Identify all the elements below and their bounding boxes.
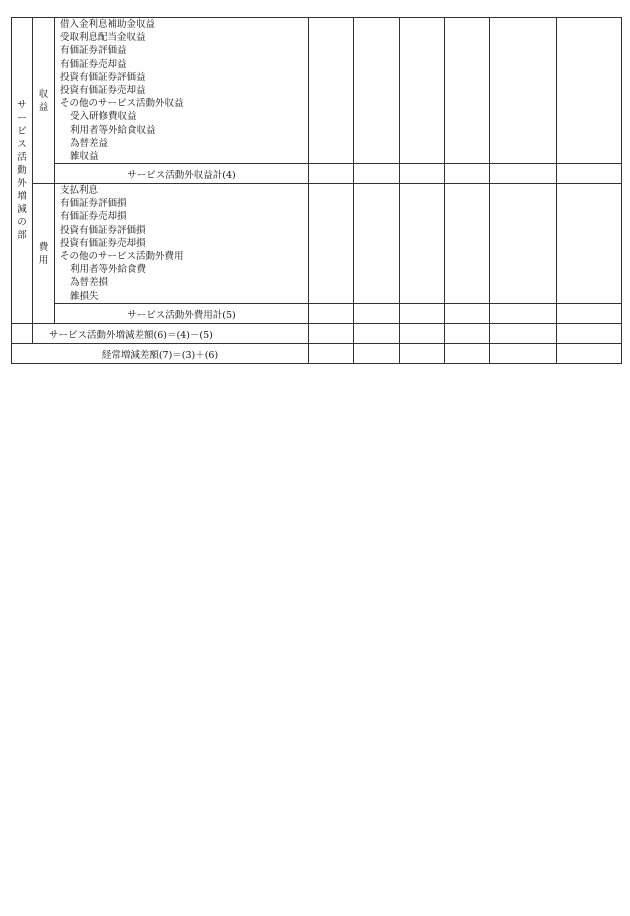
ordinary-label: 経常増減差額(7)＝(3)＋(6) xyxy=(12,344,309,364)
section-label-char: ー xyxy=(17,113,27,125)
line-item: 有価証券売却損 xyxy=(60,211,127,223)
line-item: 有価証券評価益 xyxy=(60,45,127,57)
line-item: 利用者等外給食費 xyxy=(70,264,147,276)
line-item: 為替差益 xyxy=(70,137,109,149)
line-item: 利用者等外給食収益 xyxy=(70,124,156,136)
value-cell xyxy=(445,324,490,344)
value-cell xyxy=(490,18,557,164)
value-cell xyxy=(490,304,557,324)
section-label-char: 外 xyxy=(17,178,27,190)
revenue-label-char: 益 xyxy=(38,101,49,113)
line-item: 投資有価証券評価益 xyxy=(60,71,146,83)
revenue-total-label: サービス活動外収益計(4) xyxy=(55,164,309,184)
line-item: 投資有価証券売却益 xyxy=(60,84,146,96)
expense-label xyxy=(33,184,55,324)
value-cell xyxy=(490,324,557,344)
value-cell xyxy=(309,184,354,304)
line-item: 有価証券評価損 xyxy=(60,198,127,210)
line-item: 為替差損 xyxy=(70,277,109,289)
value-cell xyxy=(445,184,490,304)
expense-label-char: 用 xyxy=(38,254,49,266)
line-item: その他のサービス活動外収益 xyxy=(60,98,184,110)
expense-items xyxy=(55,184,309,304)
income-statement-table xyxy=(11,17,622,364)
section-label-char: ス xyxy=(17,139,27,151)
difference-label-text: サービス活動外増減差額(6)＝(4)－(5) xyxy=(49,329,213,341)
section-label-char: 部 xyxy=(17,230,27,242)
value-cell xyxy=(400,304,445,324)
line-item: 借入金利息補助金収益 xyxy=(60,19,156,30)
value-cell xyxy=(445,18,490,164)
revenue-label xyxy=(33,18,55,184)
revenue-items xyxy=(55,18,309,164)
section-label-tail xyxy=(12,324,33,344)
value-cell xyxy=(400,18,445,164)
value-cell xyxy=(309,344,354,364)
value-cell xyxy=(400,164,445,184)
section-label-char: 動 xyxy=(17,165,27,177)
value-cell xyxy=(354,344,400,364)
value-cell xyxy=(445,164,490,184)
value-cell xyxy=(445,344,490,364)
line-item: 受入研修費収益 xyxy=(70,111,137,123)
section-label-char: の xyxy=(17,217,27,229)
value-cell xyxy=(400,344,445,364)
value-cell xyxy=(400,184,445,304)
line-item: 投資有価証券評価損 xyxy=(60,224,146,236)
value-cell xyxy=(309,164,354,184)
section-label-char: 減 xyxy=(17,204,27,216)
value-cell xyxy=(354,324,400,344)
value-cell xyxy=(400,324,445,344)
line-item: 支払利息 xyxy=(60,185,99,197)
section-label-char: 増 xyxy=(17,191,27,203)
value-cell xyxy=(557,324,622,344)
difference-label xyxy=(33,324,309,344)
value-cell xyxy=(445,304,490,324)
value-cell xyxy=(557,304,622,324)
value-cell xyxy=(557,164,622,184)
value-cell xyxy=(309,304,354,324)
section-label-char: ビ xyxy=(17,126,27,138)
line-item: 有価証券売却益 xyxy=(60,58,127,70)
value-cell xyxy=(309,324,354,344)
value-cell xyxy=(490,184,557,304)
line-item: 受取利息配当金収益 xyxy=(60,32,146,44)
value-cell xyxy=(490,344,557,364)
expense-label-char: 費 xyxy=(38,241,49,253)
value-cell xyxy=(354,164,400,184)
value-cell xyxy=(557,184,622,304)
line-item: 雑損失 xyxy=(70,290,99,302)
value-cell xyxy=(490,164,557,184)
section-label xyxy=(12,18,33,324)
expense-total-label: サービス活動外費用計(5) xyxy=(55,304,309,324)
section-label-char: サ xyxy=(17,100,27,112)
value-cell xyxy=(557,18,622,164)
value-cell xyxy=(354,304,400,324)
value-cell xyxy=(309,18,354,164)
value-cell xyxy=(354,18,400,164)
revenue-label-char: 収 xyxy=(38,88,49,100)
line-item: 雑収益 xyxy=(70,150,99,162)
value-cell xyxy=(354,184,400,304)
value-cell xyxy=(557,344,622,364)
section-label-char: 活 xyxy=(17,152,27,164)
line-item: その他のサービス活動外費用 xyxy=(60,251,184,262)
line-item: 投資有価証券売却損 xyxy=(60,237,146,249)
